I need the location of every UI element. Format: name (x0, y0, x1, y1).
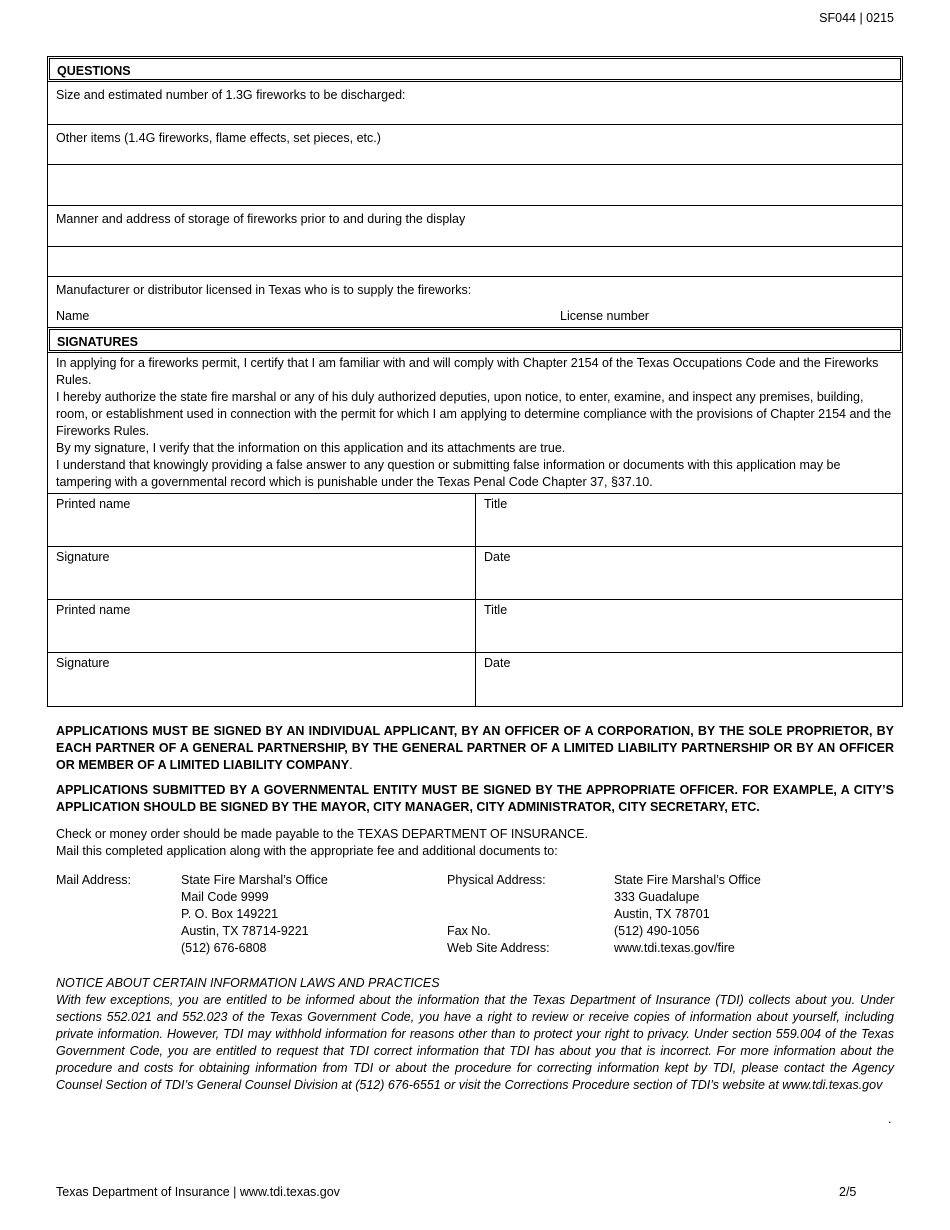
question-fireworks-13g[interactable] (47, 82, 903, 125)
printed-name-field-2[interactable] (48, 600, 476, 652)
address-line: State Fire Marshal’s Office (614, 873, 761, 887)
certification-paragraph: In applying for a fireworks permit, I certify that I am familiar with and will comply with Chapter 2154 of the Texas Occupations Code and the Fireworks Rules. (56, 356, 879, 387)
question-label: Manufacturer or distributor licensed in Texas who is to supply the fireworks: (56, 283, 472, 297)
field-label: Date (484, 550, 511, 564)
title-field-2[interactable] (476, 600, 902, 652)
certification-paragraph: I hereby authorize the state fire marshal or any of his duly authorized deputies, upon notice, to enter, examine, and inspect any premises, building, room, or establishment used in connection with the permit for which I am applying to determine compliance with the provisions of Chapter 2154 and the Fireworks Rules. (56, 390, 892, 438)
field-label: Date (484, 656, 511, 670)
governmental-entity-note: APPLICATIONS SUBMITTED BY A GOVERNMENTAL ENTITY MUST BE SIGNED BY THE APPROPRIATE OFFICER. FOR EXAMPLE, A CITY’S APPLICATION SHOULD BE SIGNED BY THE MAYOR, CITY MANAGER, CITY ADMINISTRATOR, CITY SECRETARY, ETC. (56, 783, 894, 814)
physical-address-label: Physical Address: (447, 873, 546, 887)
address-line: P. O. Box 149221 (181, 907, 279, 921)
physical-address-lines (614, 872, 761, 957)
mail-address-lines (181, 872, 328, 957)
field-label: Signature (56, 656, 110, 670)
field-label: Printed name (56, 497, 131, 511)
question-manufacturer (47, 277, 903, 329)
question-other-items[interactable] (47, 125, 903, 165)
answer-other-items-field[interactable] (47, 165, 903, 206)
website-label: Web Site Address: (447, 941, 550, 955)
fax-number: (512) 490-1056 (614, 924, 700, 938)
notice-body: With few exceptions, you are entitled to be informed about the information that the Texas Department of Insurance (TDI) collects about you. Under sections 552.021 and 552.023 of the Texas Government Code, you have a right to review or receive copies of information about yourself, including private information. However, TDI may withhold information for reasons other than to protect your right to privacy. Under section 559.004 of the Texas Government Code, you are entitled to request that TDI correct information that TDI has about you that is incorrect. For more information about the procedure and costs for obtaining information from TDI or about the procedure for correcting information kept by TDI, please contact the Agency Counsel Section of TDI’s General Counsel Division at (512) 676-6551 or visit the Corrections Procedure section of TDI’s website at www.tdi.texas.gov (56, 993, 894, 1092)
mail-address-label: Mail Address: (56, 873, 132, 887)
footer-agency: Texas Department of Insurance | www.tdi.texas.gov (56, 1185, 340, 1199)
title-field-1[interactable] (476, 494, 902, 546)
signature-row (48, 547, 902, 600)
certification-text (47, 353, 903, 493)
signature-row (48, 653, 902, 706)
physical-address-labels (447, 872, 550, 957)
question-label: Manner and address of storage of fireworks prior to and during the display (56, 212, 466, 226)
address-line: (512) 676-6808 (181, 941, 267, 955)
address-line: State Fire Marshal’s Office (181, 873, 328, 887)
date-field-2[interactable] (476, 653, 902, 706)
address-line: Austin, TX 78714-9221 (181, 924, 309, 938)
signature-row (48, 600, 902, 653)
manufacturer-name-field[interactable]: Name (56, 309, 90, 323)
notice-title: NOTICE ABOUT CERTAIN INFORMATION LAWS AND PRACTICES (56, 976, 440, 990)
address-line: 333 Guadalupe (614, 890, 700, 904)
question-storage[interactable] (47, 206, 903, 247)
certification-paragraph: I understand that knowingly providing a false answer to any question or submitting false information or documents with this application may be tampering with a governmental record which is punishable under the Texas Penal Code Chapter 37, §37.10. (56, 458, 841, 489)
trailing-dot: . (888, 1112, 892, 1126)
signatures-heading: SIGNATURES (47, 327, 903, 353)
website-link[interactable]: www.tdi.texas.gov/fire (614, 941, 735, 955)
address-line: Austin, TX 78701 (614, 907, 710, 921)
form-id: SF044 | 0215 (819, 11, 894, 25)
payment-instructions (56, 826, 894, 860)
date-field-1[interactable] (476, 547, 902, 599)
signature-grid (47, 493, 903, 707)
certification-paragraph: By my signature, I verify that the information on this application and its attachments are true. (56, 441, 566, 455)
question-label: Other items (1.4G fireworks, flame effects, set pieces, etc.) (56, 131, 381, 145)
signing-requirements-period: . (349, 758, 353, 772)
privacy-notice (56, 975, 894, 1094)
signing-requirements-text: APPLICATIONS MUST BE SIGNED BY AN INDIVIDUAL APPLICANT, BY AN OFFICER OF A CORPORATION, BY THE SOLE PROPRIETOR, BY EACH PARTNER OF A GENERAL PARTNERSHIP, BY THE GENERAL PARTNER OF A LIMITED LIABILITY PARTNERSHIP OR BY AN OFFICER OR MEMBER OF A LIMITED LIABILITY COMPANY (56, 724, 894, 772)
question-label: Size and estimated number of 1.3G fireworks to be discharged: (56, 88, 406, 102)
license-number-field[interactable]: License number (560, 309, 649, 323)
printed-name-field-1[interactable] (48, 494, 476, 546)
field-label: Title (484, 603, 508, 617)
questions-heading: QUESTIONS (47, 56, 903, 82)
fax-label: Fax No. (447, 924, 491, 938)
address-line: Mail Code 9999 (181, 890, 269, 904)
signatures-section (47, 327, 903, 707)
field-label: Title (484, 497, 508, 511)
page-number: 2/5 (839, 1185, 857, 1199)
signature-field-2[interactable] (48, 653, 476, 706)
signature-field-1[interactable] (48, 547, 476, 599)
mail-instruction-text: Mail this completed application along with the appropriate fee and additional documents to: (56, 844, 558, 858)
field-label: Signature (56, 550, 110, 564)
questions-section (47, 56, 903, 329)
signature-row (48, 494, 902, 547)
answer-storage-field[interactable] (47, 247, 903, 277)
field-label: Printed name (56, 603, 131, 617)
payment-text: Check or money order should be made payable to the TEXAS DEPARTMENT OF INSURANCE. (56, 827, 588, 841)
signing-requirements (56, 723, 894, 774)
